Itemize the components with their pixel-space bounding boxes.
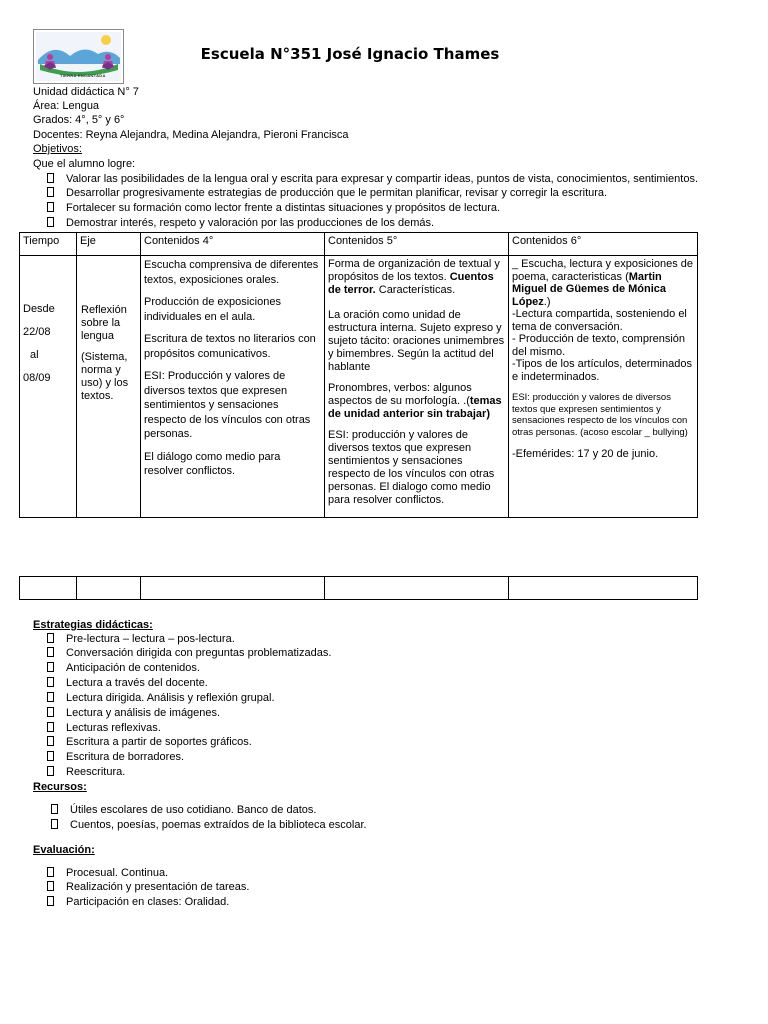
bullet-box-icon xyxy=(47,896,54,906)
evaluacion-item xyxy=(47,880,249,894)
estrategia-item xyxy=(47,706,220,720)
estrategia-item xyxy=(47,661,200,675)
estrategia-item xyxy=(47,646,331,660)
objetivo-item xyxy=(47,186,607,200)
contenido-6-item: -Lectura compartida, sosteniendo el tema de conversación. xyxy=(512,308,687,333)
objetivo-item xyxy=(47,201,500,215)
evaluacion-item xyxy=(47,895,229,909)
table-row xyxy=(20,577,698,600)
contenido-5-bold: Cuentos de terror. xyxy=(328,271,494,296)
recurso-text: Cuentos, poesías, poemas extraídos de la biblioteca escolar. xyxy=(70,819,367,831)
recursos-heading: Recursos: xyxy=(33,781,87,793)
evaluacion-text: Procesual. Continua. xyxy=(66,867,169,879)
bullet-box-icon xyxy=(47,633,54,643)
contenido-4-item: Escritura de textos no literarios con propósitos comunicativos. xyxy=(144,333,316,360)
estrategia-text: Escritura de borradores. xyxy=(66,751,184,763)
empty-cell xyxy=(325,577,509,600)
school-title-text: Escuela N°351 José Ignacio Thames xyxy=(200,45,500,63)
estrategia-text: Lectura dirigida. Análisis y reflexión grupal. xyxy=(66,692,275,704)
grados-line: Grados: 4°, 5° y 6° xyxy=(33,114,125,126)
contenido-6-item: - Producción de texto, comprensión del mismo. xyxy=(512,333,686,358)
contenido-5-text: Características. xyxy=(375,284,456,296)
eje-subtext: (Sistema, norma y uso) y los textos. xyxy=(81,351,129,402)
bullet-box-icon xyxy=(47,187,54,197)
contenido-5-bold: temas de unidad anterior sin trabajar) xyxy=(328,395,502,420)
area-line: Área: Lengua xyxy=(33,100,100,112)
contenido-4-item: El diálogo como medio para resolver conflictos. xyxy=(144,450,281,477)
bullet-box-icon xyxy=(47,692,54,702)
estrategia-item xyxy=(47,765,125,779)
docentes-line: Docentes: Reyna Alejandra, Medina Alejandra, Pieroni Francisca xyxy=(33,129,349,141)
eje-cell xyxy=(77,256,141,518)
bullet-box-icon xyxy=(47,766,54,776)
header-contenidos-6: Contenidos 6° xyxy=(509,233,698,256)
bullet-box-icon xyxy=(47,707,54,717)
contenidos-5-cell xyxy=(325,256,509,518)
estrategia-text: Lectura y análisis de imágenes. xyxy=(66,707,221,719)
logo-caption: TIERRA ENCANTADA xyxy=(60,73,106,78)
table-row xyxy=(20,256,698,518)
contenidos-4-cell xyxy=(141,256,325,518)
bullet-box-icon xyxy=(47,662,54,672)
estrategia-item xyxy=(47,735,252,749)
recurso-text: Útiles escolares de uso cotidiano. Banco de datos. xyxy=(70,804,317,816)
evaluacion-text: Participación en clases: Oralidad. xyxy=(66,896,230,908)
empty-table xyxy=(19,576,698,600)
contenido-5-item xyxy=(328,382,505,421)
estrategia-text: Lectura a través del docente. xyxy=(66,677,208,689)
evaluacion-heading: Evaluación: xyxy=(33,844,95,856)
contenido-6-item xyxy=(512,258,694,308)
unidad-line: Unidad didáctica N° 7 xyxy=(33,86,139,98)
tiempo-desde: Desde xyxy=(23,303,55,315)
estrategia-text: Conversación dirigida con preguntas problematizadas. xyxy=(66,647,332,659)
recurso-item xyxy=(51,803,316,817)
contenido-6-item: -Tipos de los artículos, determinados e indeterminados. xyxy=(512,358,692,383)
bullet-box-icon xyxy=(47,867,54,877)
estrategia-text: Escritura a partir de soportes gráficos. xyxy=(66,736,252,748)
bullet-box-icon xyxy=(47,736,54,746)
estrategia-text: Anticipación de contenidos. xyxy=(66,662,200,674)
bullet-box-icon xyxy=(51,819,58,829)
objetivo-text: Demostrar interés, respeto y valoración por las producciones de los demás. xyxy=(66,217,435,229)
tiempo-cell xyxy=(20,256,77,518)
bullet-box-icon xyxy=(47,647,54,657)
contenido-5-item: La oración como unidad de estructura interna. Sujeto expreso y sujeto tácito: oraciones unimembres y bimembres. Según la actitud del hablante xyxy=(328,309,505,373)
objetivos-heading: Objetivos: xyxy=(33,143,82,155)
contenidos-6-cell xyxy=(509,256,698,518)
evaluacion-item xyxy=(47,866,168,880)
contenido-5-item xyxy=(328,258,505,297)
eje-text: Reflexión sobre la lengua xyxy=(81,304,127,342)
empty-cell xyxy=(509,577,698,600)
empty-cell xyxy=(77,577,141,600)
estrategia-item xyxy=(47,676,208,690)
objetivo-text: Valorar las posibilidades de la lengua oral y escrita para expresar y compartir ideas, puntos de vista, conocimientos, sentimientos. xyxy=(66,173,699,185)
empty-cell xyxy=(141,577,325,600)
contenido-6-text: .) xyxy=(543,295,551,308)
estrategia-text: Reescritura. xyxy=(66,766,126,778)
header-contenidos-5: Contenidos 5° xyxy=(325,233,509,256)
header-contenidos-4: Contenidos 4° xyxy=(141,233,325,256)
estrategias-heading: Estrategias didácticas: xyxy=(33,619,153,631)
estrategia-item xyxy=(47,721,161,735)
bullet-box-icon xyxy=(47,722,54,732)
contenido-5-item: ESI: producción y valores de diversos textos que expresen sentimientos y sensaciones respecto de los vínculos con otras personas. El dialogo como medio para resolver conflictos. xyxy=(328,429,495,506)
contenido-6-item: ESI: producción y valores de diversos textos que expresen sentimientos y sensaciones respecto de los vínculos con otras personas. (acoso escolar _ bullying) xyxy=(512,392,688,438)
tiempo-al: al xyxy=(30,349,39,361)
contenido-5-text: Pronombres, verbos: algunos aspectos de su morfología. .( xyxy=(328,382,472,407)
recurso-item xyxy=(51,818,367,832)
bullet-box-icon xyxy=(51,804,58,814)
header-tiempo: Tiempo xyxy=(20,233,77,256)
header-eje: Eje xyxy=(77,233,141,256)
tiempo-fecha-inicio: 22/08 xyxy=(23,326,51,338)
page-title xyxy=(0,45,700,63)
bullet-box-icon xyxy=(47,217,54,227)
objetivos-intro: Que el alumno logre: xyxy=(33,158,136,170)
table-header-row xyxy=(20,233,698,256)
contenido-5-text: Forma de organización de textual y propósitos de los textos. xyxy=(328,258,500,283)
bullet-box-icon xyxy=(47,202,54,212)
contenido-6-item: -Efemérides: 17 y 20 de junio. xyxy=(512,448,659,460)
contenido-4-item: Escucha comprensiva de diferentes textos, exposiciones orales. xyxy=(144,259,319,286)
bullet-box-icon xyxy=(47,173,54,183)
estrategia-item xyxy=(47,691,275,705)
evaluacion-text: Realización y presentación de tareas. xyxy=(66,881,250,893)
bullet-box-icon xyxy=(47,677,54,687)
contenidos-table xyxy=(19,232,698,518)
estrategia-text: Pre-lectura – lectura – pos-lectura. xyxy=(66,633,235,645)
contenido-6-text: _ Escucha, lectura y exposiciones de poema, caracteristicas ( xyxy=(512,258,693,283)
empty-cell xyxy=(20,577,77,600)
contenido-4-item: ESI: Producción y valores de diversos textos que expresen sentimientos y sensaciones respecto de los vínculos con otras personas. xyxy=(144,370,311,440)
estrategia-item xyxy=(47,750,184,764)
estrategia-item xyxy=(47,632,235,646)
objetivo-item xyxy=(47,172,698,186)
objetivo-text: Desarrollar progresivamente estrategias de producción que le permitan planificar, revisar y corregir la escritura. xyxy=(66,187,608,199)
objetivo-text: Fortalecer su formación como lector frente a distintas situaciones y propósitos de lectura. xyxy=(66,202,501,214)
estrategia-text: Lecturas reflexivas. xyxy=(66,722,161,734)
objetivo-item xyxy=(47,216,434,230)
bullet-box-icon xyxy=(47,751,54,761)
tiempo-fecha-fin: 08/09 xyxy=(23,372,51,384)
bullet-box-icon xyxy=(47,881,54,891)
contenido-6-bold: Martin Miguel de Güemes de Mónica López xyxy=(512,270,667,308)
contenido-4-item: Producción de exposiciones individuales en el aula. xyxy=(144,296,281,323)
